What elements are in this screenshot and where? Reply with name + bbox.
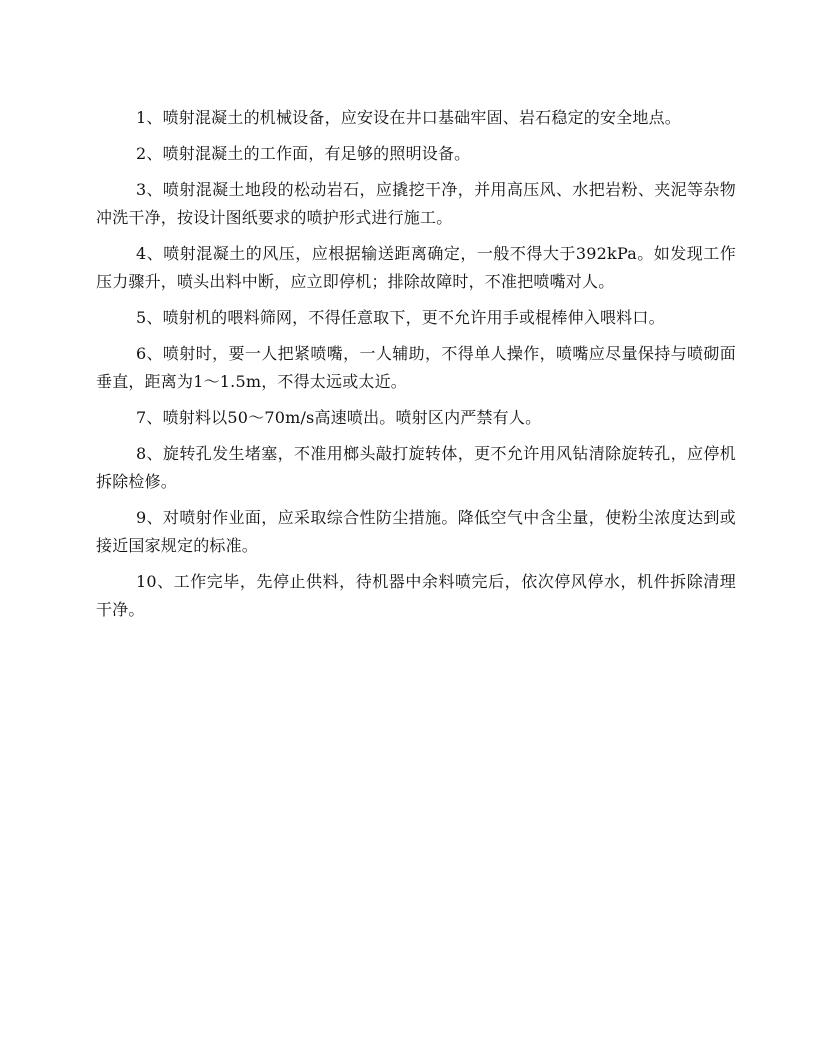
paragraph-6: 6、喷射时，要一人把紧喷嘴，一人辅助，不得单人操作，喷嘴应尽量保持与喷砌面垂直，距离为1～1.5m，不得太远或太近。 — [96, 344, 736, 391]
paragraph-10: 10、工作完毕，先停止供料，待机器中余料喷完后，依次停风停水，机件拆除清理干净。 — [96, 572, 736, 619]
paragraph-3: 3、喷射混凝土地段的松动岩石，应撬挖干净，并用高压风、水把岩粉、夹泥等杂物冲洗干净，按设计图纸要求的喷护形式进行施工。 — [96, 180, 736, 227]
paragraph-1: 1、喷射混凝土的机械设备，应安设在井口基础牢固、岩石稳定的安全地点。 — [136, 108, 681, 127]
paragraph-8: 8、旋转孔发生堵塞，不准用榔头敲打旋转体，更不允许用风钻清除旋转孔，应停机拆除检修。 — [96, 444, 736, 491]
paragraph-5: 5、喷射机的喂料筛网，不得任意取下，更不允许用手或棍棒伸入喂料口。 — [136, 308, 665, 327]
paragraph-7: 7、喷射料以50～70m/s高速喷出。喷射区内严禁有人。 — [136, 408, 542, 427]
paragraph-2: 2、喷射混凝土的工作面，有足够的照明设备。 — [136, 144, 471, 163]
document-body — [96, 104, 736, 632]
paragraph-4: 4、喷射混凝土的风压，应根据输送距离确定，一般不得大于392kPa。如发现工作压力骤升，喷头出料中断，应立即停机；排除故障时，不准把喷嘴对人。 — [96, 244, 736, 291]
paragraph-9: 9、对喷射作业面，应采取综合性防尘措施。降低空气中含尘量，使粉尘浓度达到或接近国家规定的标准。 — [96, 508, 736, 555]
